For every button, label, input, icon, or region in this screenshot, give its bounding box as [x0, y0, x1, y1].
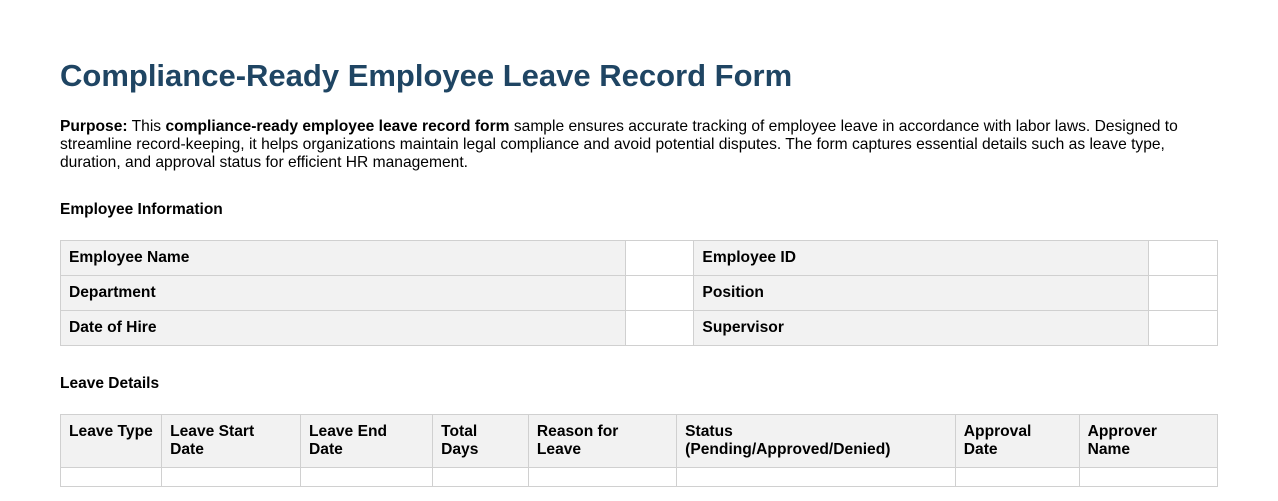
total-days-cell[interactable]	[433, 468, 529, 487]
department-field[interactable]	[626, 276, 694, 311]
purpose-paragraph	[60, 118, 1220, 172]
header-leave-type: Leave Type	[61, 415, 162, 468]
employee-info-heading: Employee Information	[60, 201, 223, 218]
supervisor-field[interactable]	[1149, 311, 1218, 346]
employee-id-label: Employee ID	[694, 241, 1149, 276]
department-label: Department	[61, 276, 626, 311]
leave-start-date-cell[interactable]	[162, 468, 301, 487]
status-cell[interactable]	[677, 468, 956, 487]
purpose-text-2: sample ensures accurate tracking of employee leave in accordance with labor laws. Designed to streamline record-keeping, it helps organizations maintain legal compliance and avoid potential disputes. The form captures essential details such as leave type, duration, and approval status for efficient HR management.	[60, 118, 1178, 171]
header-approver-name: Approver Name	[1079, 415, 1217, 468]
header-total-days: Total Days	[433, 415, 529, 468]
header-leave-start-date: Leave Start Date	[162, 415, 301, 468]
table-row	[61, 241, 1218, 276]
leave-details-heading: Leave Details	[60, 375, 160, 392]
employee-info-table	[60, 240, 1218, 346]
purpose-label: Purpose:	[60, 118, 128, 135]
employee-id-field[interactable]	[1149, 241, 1218, 276]
header-status: Status (Pending/Approved/Denied)	[677, 415, 956, 468]
purpose-text-1: This	[127, 118, 166, 135]
table-header-row	[61, 415, 1218, 468]
table-row	[61, 311, 1218, 346]
purpose-bold-text: compliance-ready employee leave record form	[165, 118, 510, 135]
leave-type-cell[interactable]	[61, 468, 162, 487]
employee-name-field[interactable]	[626, 241, 694, 276]
table-row	[61, 276, 1218, 311]
page-title: Compliance-Ready Employee Leave Record Form	[60, 58, 793, 93]
position-field[interactable]	[1149, 276, 1218, 311]
supervisor-label: Supervisor	[694, 311, 1149, 346]
date-of-hire-label: Date of Hire	[61, 311, 626, 346]
leave-end-date-cell[interactable]	[301, 468, 433, 487]
date-of-hire-field[interactable]	[626, 311, 694, 346]
leave-details-table	[60, 414, 1218, 487]
header-leave-end-date: Leave End Date	[301, 415, 433, 468]
reason-cell[interactable]	[528, 468, 676, 487]
approval-date-cell[interactable]	[955, 468, 1079, 487]
header-approval-date: Approval Date	[955, 415, 1079, 468]
header-reason-for-leave: Reason for Leave	[528, 415, 676, 468]
employee-name-label: Employee Name	[61, 241, 626, 276]
table-row	[61, 468, 1218, 487]
position-label: Position	[694, 276, 1149, 311]
approver-name-cell[interactable]	[1079, 468, 1217, 487]
